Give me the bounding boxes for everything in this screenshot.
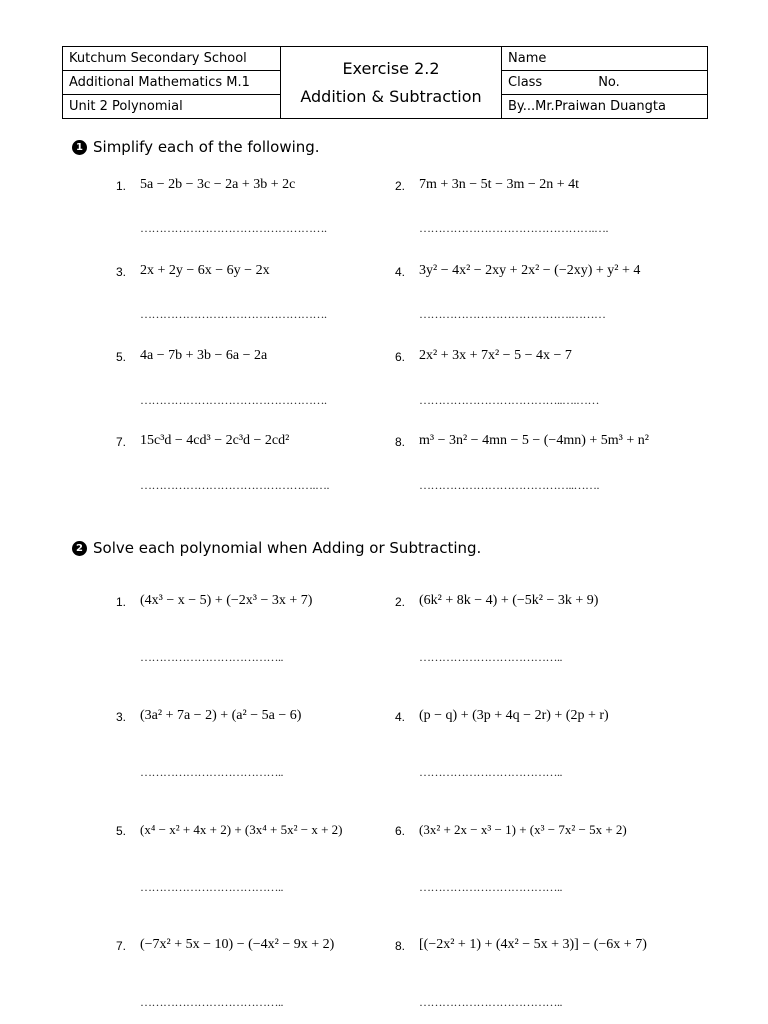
problem-expression: 3y² − 4x² − 2xy + 2x² − (−2xy) + y² + 4	[419, 263, 641, 278]
problem-expression: 15c³d − 4cd³ − 2c³d − 2cd²	[140, 433, 290, 448]
answer-line[interactable]: ………………………………………….	[140, 307, 327, 321]
author-credit: By...Mr.Praiwan Duangta	[502, 94, 707, 118]
section-2-title: Solve each polynomial when Adding or Subtracting.	[93, 539, 482, 557]
header-table	[62, 46, 708, 119]
problem-expression: (p − q) + (3p + 4q − 2r) + (2p + r)	[419, 708, 609, 723]
name-field-label: Name	[508, 51, 547, 66]
problem-number: 8.	[395, 939, 406, 953]
subject-name: Additional Mathematics M.1	[63, 70, 280, 94]
number-field-label: No.	[598, 75, 620, 90]
problem-expression: [(−2x² + 1) + (4x² − 5x + 3)] − (−6x + 7)	[419, 937, 647, 952]
exercise-title: Exercise 2.2	[342, 58, 440, 78]
problem-expression: 2x + 2y − 6x − 6y − 2x	[140, 263, 270, 278]
problem-number: 7.	[116, 435, 127, 449]
problem-number: 4.	[395, 265, 406, 279]
problem-number: 1.	[116, 179, 127, 193]
answer-line[interactable]: ………………………………….………	[419, 307, 606, 321]
problem-number: 6.	[395, 350, 406, 364]
problem-number: 1.	[116, 595, 127, 609]
section-2-bullet: 2	[72, 541, 87, 556]
problem-number: 3.	[116, 265, 127, 279]
section-1-bullet: 1	[72, 140, 87, 155]
problem-expression: (−7x² + 5x − 10) − (−4x² − 9x + 2)	[140, 937, 335, 952]
class-number-row	[502, 70, 707, 94]
problem-number: 6.	[395, 824, 406, 838]
answer-line[interactable]: ………………………………………….	[140, 221, 327, 235]
answer-line[interactable]: ………………………………..	[140, 995, 283, 1009]
header-left-column	[63, 47, 281, 118]
header-title-column	[281, 47, 502, 118]
answer-line[interactable]: ………………………………..	[419, 995, 562, 1009]
answer-line[interactable]: ………………………………………….	[140, 393, 327, 407]
header-right-column	[502, 47, 707, 118]
problem-number: 8.	[395, 435, 406, 449]
problem-expression: (3a² + 7a − 2) + (a² − 5a − 6)	[140, 708, 302, 723]
problem-number: 2.	[395, 179, 406, 193]
answer-line[interactable]: …………………………………..…….	[419, 478, 599, 492]
problem-expression: (4x³ − x − 5) + (−2x³ − 3x + 7)	[140, 593, 313, 608]
problem-expression: (3x² + 2x − x³ − 1) + (x³ − 7x² − 5x + 2)	[419, 822, 627, 837]
answer-line[interactable]: ………………………………..	[140, 650, 283, 664]
answer-line[interactable]: ………………………………..	[419, 880, 562, 894]
answer-line[interactable]: ………………………………..	[419, 650, 562, 664]
answer-line[interactable]: ……………………………………….….	[419, 221, 608, 235]
problem-number: 5.	[116, 350, 127, 364]
problem-number: 4.	[395, 710, 406, 724]
section-2-heading	[72, 539, 481, 557]
answer-line[interactable]: ………………………………..	[140, 880, 283, 894]
problem-expression: 4a − 7b + 3b − 6a − 2a	[140, 348, 268, 363]
section-1-heading	[72, 138, 320, 156]
problem-number: 3.	[116, 710, 127, 724]
answer-line[interactable]: ………………………………..	[140, 765, 283, 779]
problem-expression: 5a − 2b − 3c − 2a + 3b + 2c	[140, 177, 296, 192]
section-1-title: Simplify each of the following.	[93, 138, 320, 156]
problem-number: 5.	[116, 824, 127, 838]
answer-line[interactable]: ……………………………………….….	[140, 478, 329, 492]
class-field-label: Class	[508, 75, 543, 90]
problem-expression: (x⁴ − x² + 4x + 2) + (3x⁴ + 5x² − x + 2)	[140, 822, 343, 837]
problem-expression: (6k² + 8k − 4) + (−5k² − 3k + 9)	[419, 593, 599, 608]
problem-number: 2.	[395, 595, 406, 609]
problem-expression: 2x² + 3x + 7x² − 5 − 4x − 7	[419, 348, 572, 363]
unit-name: Unit 2 Polynomial	[63, 94, 280, 118]
problem-expression: m³ − 3n² − 4mn − 5 − (−4mn) + 5m³ + n²	[419, 433, 649, 448]
exercise-topic: Addition & Subtraction	[300, 86, 482, 106]
answer-line[interactable]: ………………………………..….……	[419, 393, 599, 407]
problem-expression: 7m + 3n − 5t − 3m − 2n + 4t	[419, 177, 580, 192]
school-name: Kutchum Secondary School	[69, 51, 247, 66]
answer-line[interactable]: ………………………………..	[419, 765, 562, 779]
problem-number: 7.	[116, 939, 127, 953]
